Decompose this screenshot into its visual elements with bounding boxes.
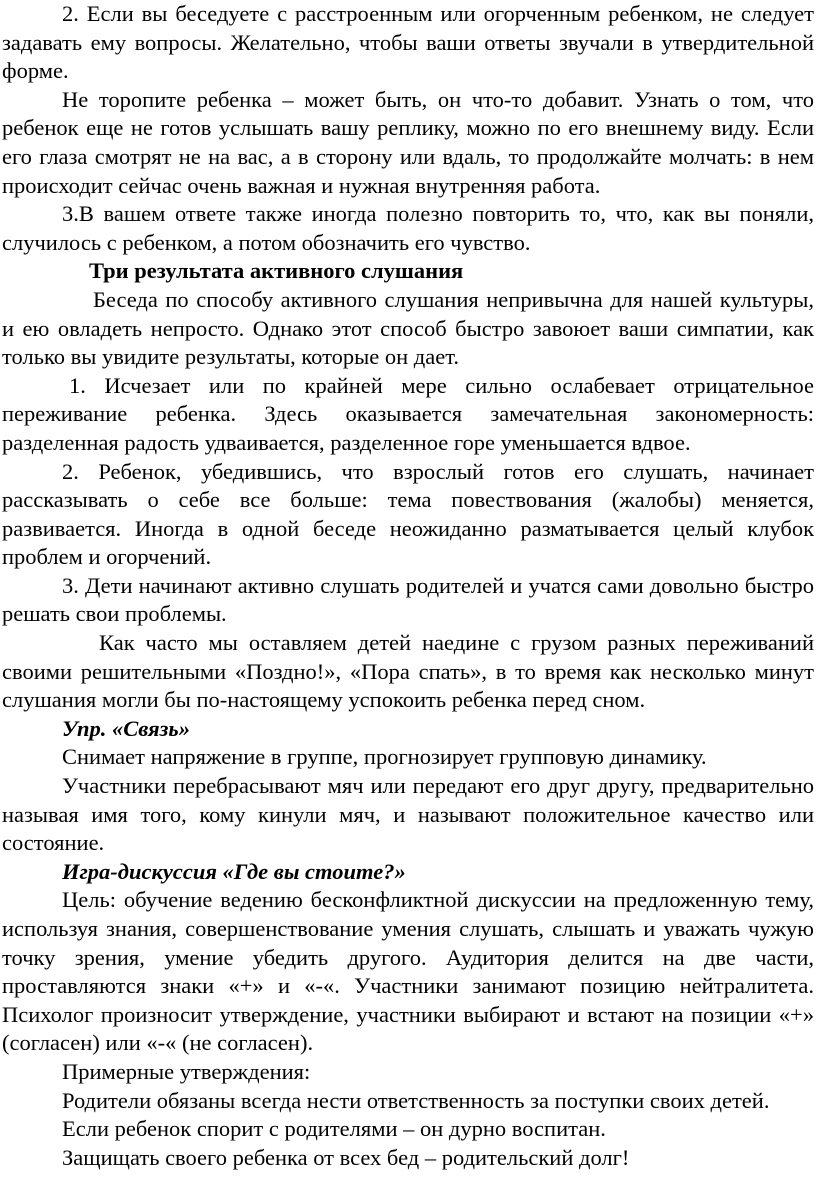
paragraph-game-goal: Цель: обучение ведению бесконфликтной дискуссии на предложенную тему, используя знания, совершенствование умения слушать, слышать и уважать чужую точку зрения, умение убедить другого. Аудитория делится на две части, проставляются знаки «+» и «-«. Участники занимают позицию нейтралитета. Психолог произносит утверждение, участники выбирают и встают на позиции «+» (согласен) или «-« (не согласен). — [2, 887, 814, 1056]
paragraph-exercise-rules: Участники перебрасывают мяч или передают его друг другу, предварительно называя имя того, кому кинули мяч, и называют положительное качество или состояние. — [2, 773, 814, 856]
heading-exercise-connection: Упр. «Связь» — [62, 715, 190, 741]
paragraph-result-2: 2. Ребенок, убедившись, что взрослый готов его слушать, начинает рассказывать о себе все больше: тема повествования (жалобы) меняется, развивается. Иногда в одной беседе неожиданно разматывается целый клубок проблем и огорчений. — [2, 458, 814, 570]
paragraph-statement-3: Защищать своего ребенка от всех бед – родительский долг! — [62, 1144, 630, 1170]
paragraph-result-1: 1. Исчезает или по крайней мере сильно ослабевает отрицательное переживание ребенка. Здесь оказывается замечательная закономерность: разделенная радость удваивается, разделенное горе уменьшается вдвое. — [2, 372, 814, 455]
paragraph-how-often: Как часто мы оставляем детей наедине с грузом разных переживаний своими решительными «Поздно!», «Пора спать», в то время как несколько минут слушания могли бы по-настоящему успокоить ребенка перед сном. — [2, 630, 814, 713]
paragraph-active-listening-intro: Беседа по способу активного слушания непривычна для нашей культуры, и ею овладеть непросто. Однако этот способ быстро завоюет ваши симпатии, как только вы увидите результаты, которые он дает. — [2, 286, 814, 370]
paragraph-statement-1: Родители обязаны всегда нести ответственность за поступки своих детей. — [62, 1087, 770, 1113]
paragraph-advice-no-questions: 2. Если вы беседуете с расстроенным или огорченным ребенком, не следует задавать ему вопросы. Желательно, чтобы ваши ответы звучали в утвердительной форме. — [2, 1, 814, 84]
paragraph-dont-rush: Не торопите ребенка – может быть, он что-то добавит. Узнать о том, что ребенок еще не готов услышать вашу реплику, можно по его внешнему виду. Если его глаза смотрят не на вас, а в сторону или вдаль, то продолжайте молчать: в нем происходит сейчас очень важная и нужная внутренняя работа. — [2, 86, 814, 198]
heading-game-discussion: Игра-дискуссия «Где вы стоите?» — [62, 858, 406, 884]
paragraph-statement-2: Если ребенок спорит с родителями – он дурно воспитан. — [62, 1116, 606, 1142]
paragraph-sample-statements: Примерные утверждения: — [62, 1058, 311, 1084]
paragraph-exercise-purpose: Снимает напряжение в группе, прогнозирует групповую динамику. — [62, 744, 707, 770]
heading-three-results: Три результата активного слушания — [89, 258, 464, 284]
paragraph-repeat-feeling: 3.В вашем ответе также иногда полезно повторить то, что, как вы поняли, случилось с ребенком, а потом обозначить его чувство. — [2, 201, 814, 255]
paragraph-result-3: 3. Дети начинают активно слушать родителей и учатся сами довольно быстро решать свои проблемы. — [2, 572, 814, 627]
